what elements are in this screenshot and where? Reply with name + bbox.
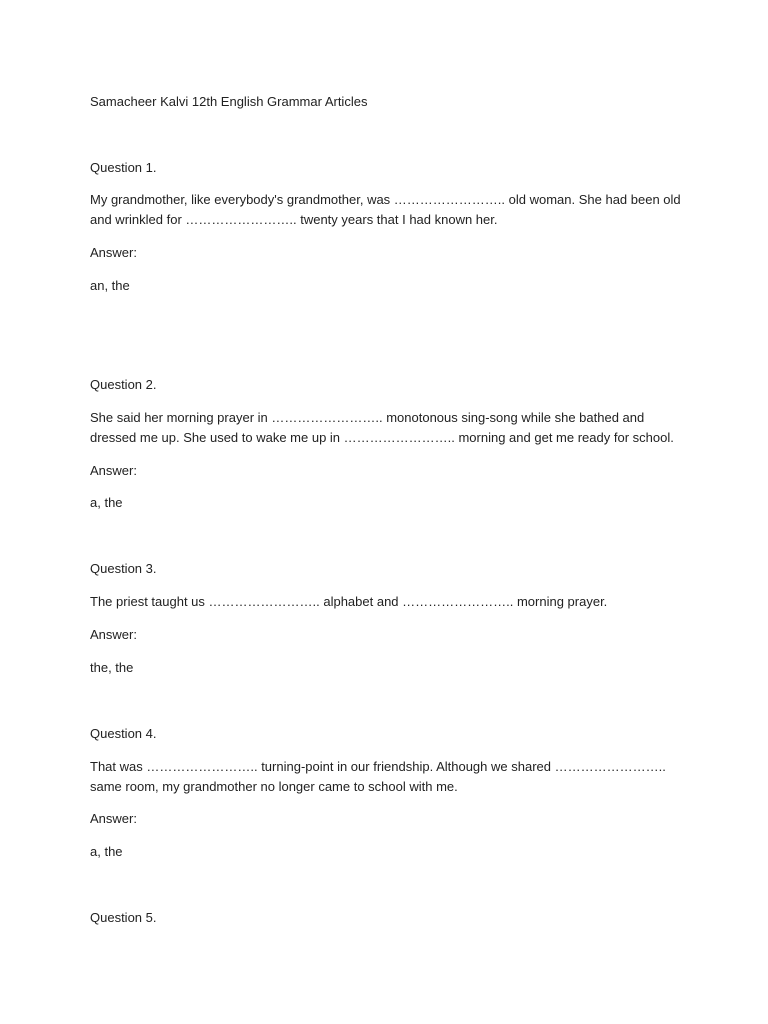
question-3-label: Question 3. [90,561,157,576]
question-1-label: Question 1. [90,160,157,175]
question-1-answer: an, the [90,278,130,293]
question-3-answer: the, the [90,660,134,675]
document-title: Samacheer Kalvi 12th English Grammar Articles [90,94,368,109]
question-4-label: Question 4. [90,726,157,741]
question-4-answer-label: Answer: [90,811,137,826]
question-2-text: She said her morning prayer in …………………….. monotonous sing-song while she bathed and dressed me up. She used to wake me up in …………………….. morning and get me ready for school. [90,410,674,445]
question-5-label: Question 5. [90,910,157,925]
question-1-answer-label: Answer: [90,245,137,260]
question-2-answer: a, the [90,495,123,510]
question-4-answer: a, the [90,844,123,859]
question-2-label: Question 2. [90,377,157,392]
question-4-text: That was …………………….. turning-point in our friendship. Although we shared …………………….. same room, my grandmother no longer came to school with me. [90,759,666,794]
question-1-text: My grandmother, like everybody's grandmother, was …………………….. old woman. She had been old and wrinkled for …………………….. twenty years that I had known her. [90,192,681,227]
question-3-text: The priest taught us …………………….. alphabet and …………………….. morning prayer. [90,594,608,609]
question-3-answer-label: Answer: [90,627,137,642]
question-2-answer-label: Answer: [90,463,137,478]
